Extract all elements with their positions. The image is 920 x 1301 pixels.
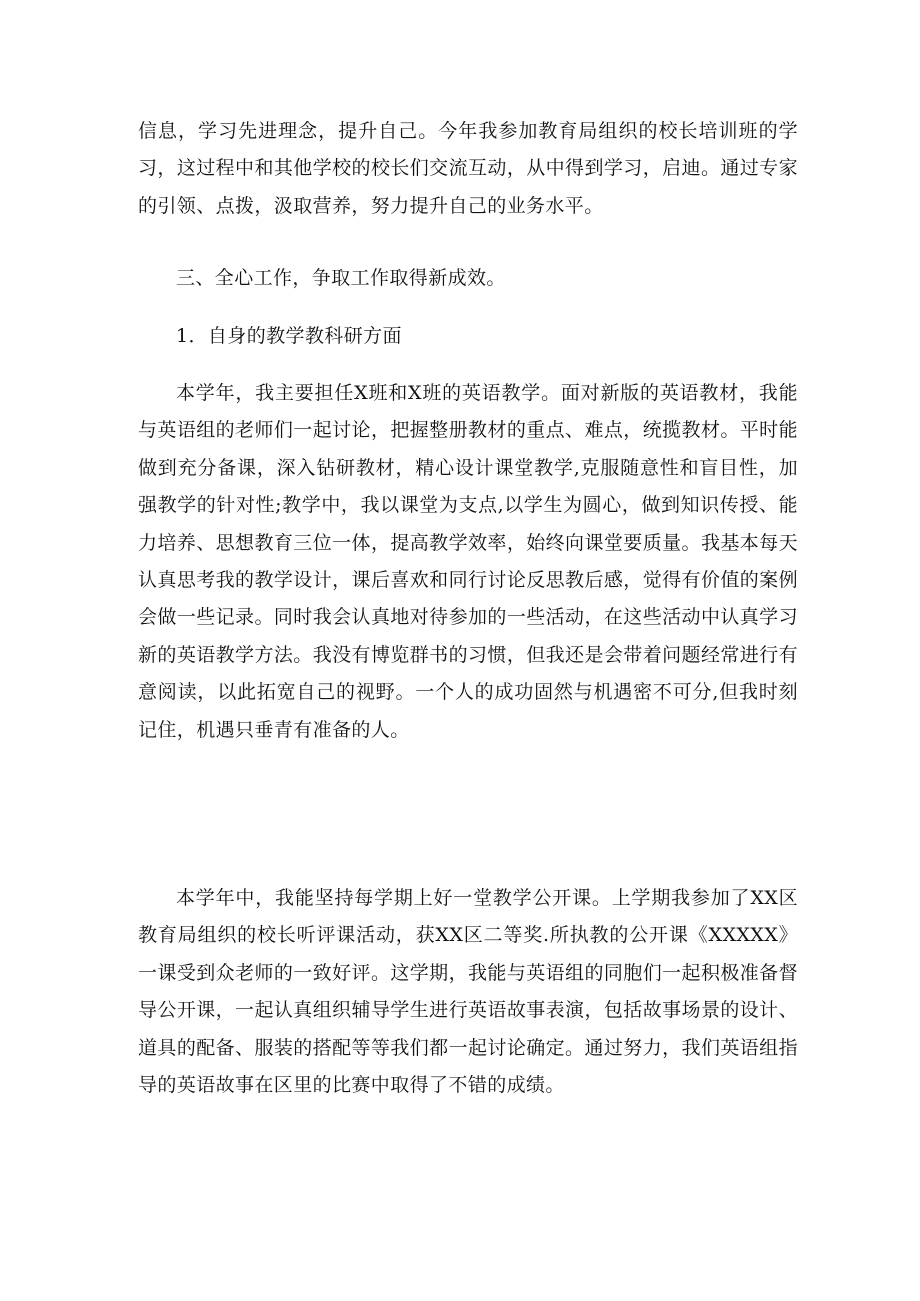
section-three-heading: 三、全心工作，争取工作取得新成效。 <box>176 267 506 289</box>
open-class-paragraph: 本学年中，我能坚持每学期上好一堂教学公开课。上学期我参加了XX区教育局组织的校长听评课活动，获XX区二等奖.所执教的公开课《XXXXX》一课受到众老师的一致好评。这学期，我能与英语组的同胞们一起积极准备督导公开课，一起认真组织辅导学生进行英语故事表演，包括故事场景的设计、道具的配备、服装的搭配等等我们都一起讨论确定。通过努力，我们英语组指导的英语故事在区里的比赛中取得了不错的成绩。 <box>138 887 798 1097</box>
intro-continuation-paragraph: 信息，学习先进理念，提升自己。今年我参加教育局组织的校长培训班的学习，这过程中和其他学校的校长们交流互动，从中得到学习，启迪。通过专家的引领、点拨，汲取营养，努力提升自己的业务水平。 <box>138 120 798 217</box>
subsection-one-heading: 1．自身的教学教科研方面 <box>176 325 402 347</box>
teaching-paragraph: 本学年，我主要担任X班和X班的英语教学。面对新版的英语教材，我能与英语组的老师们一起讨论，把握整册教材的重点、难点，统揽教材。平时能做到充分备课，深入钻研教材，精心设计课堂教学,克服随意性和盲目性，加强教学的针对性;教学中，我以课堂为支点,以学生为圆心，做到知识传授、能力培养、思想教育三位一体，提高教学效率，始终向课堂要质量。我基本每天认真思考我的教学设计，课后喜欢和同行讨论反思教后感，觉得有价值的案例会做一些记录。同时我会认真地对待参加的一些活动，在这些活动中认真学习新的英语教学方法。我没有博览群书的习惯，但我还是会带着问题经常进行有意阅读，以此拓宽自己的视野。一个人的成功固然与机遇密不可分,但我时刻记住，机遇只垂青有准备的人。 <box>138 382 798 741</box>
